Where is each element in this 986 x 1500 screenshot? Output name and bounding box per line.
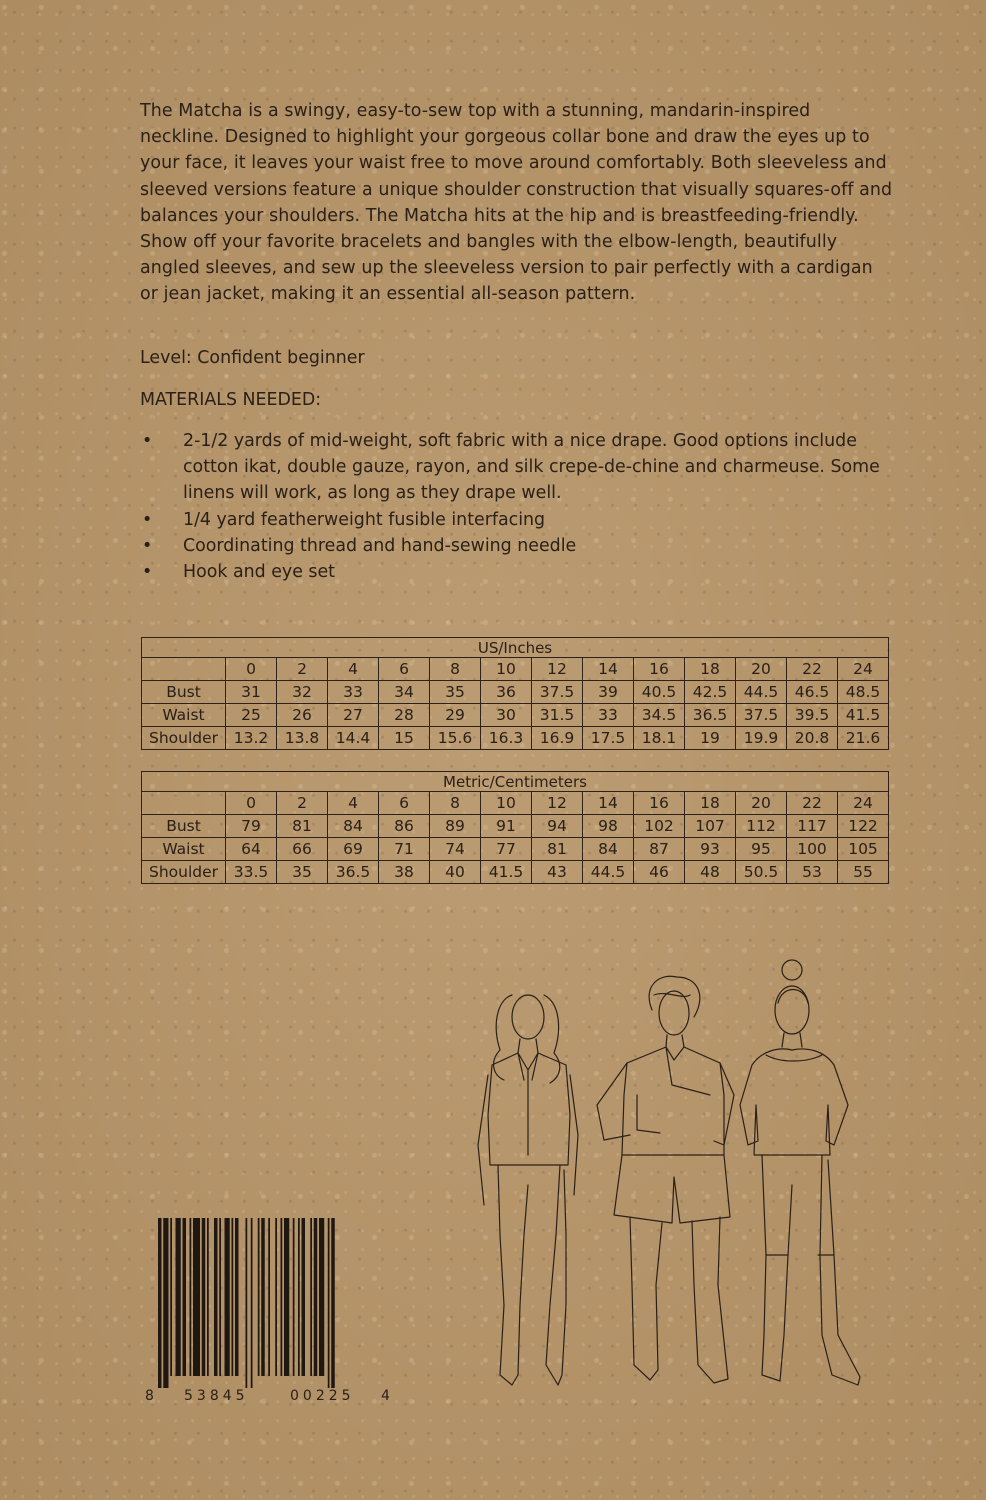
size-header-cell: 8 bbox=[430, 658, 481, 681]
measurement-cell: 13.8 bbox=[277, 727, 328, 750]
row-label: Waist bbox=[142, 704, 226, 727]
measurement-cell: 35 bbox=[430, 681, 481, 704]
materials-item: • 1/4 yard featherweight fusible interfacing bbox=[140, 507, 880, 533]
measurement-cell: 27 bbox=[328, 704, 379, 727]
measurement-cell: 36.5 bbox=[328, 861, 379, 884]
size-header-cell: 12 bbox=[532, 792, 583, 815]
measurement-cell: 66 bbox=[277, 838, 328, 861]
measurement-cell: 28 bbox=[379, 704, 430, 727]
measurement-cell: 31 bbox=[226, 681, 277, 704]
measurement-cell: 94 bbox=[532, 815, 583, 838]
measurement-cell: 48.5 bbox=[838, 681, 889, 704]
size-header-cell: 22 bbox=[787, 658, 838, 681]
table-header-row bbox=[142, 792, 889, 815]
size-header-cell: 24 bbox=[838, 792, 889, 815]
table-row bbox=[142, 815, 889, 838]
materials-list bbox=[140, 428, 880, 585]
product-description: The Matcha is a swingy, easy-to-sew top with a stunning, mandarin-inspired neckline. Designed to highlight your gorgeous collar bone and draw the eyes up to your face, it leaves your waist free to move around comfortably. Both sleeveless and sleeved versions feature a unique shoulder construction that visually squares-off and balances your shoulders. The Matcha hits at the hip and is breastfeeding-friendly. Show off your favorite bracelets and bangles with the elbow-length, beautifully angled sleeves, and sew up the sleeveless version to pair perfectly with a cardigan or jean jacket, making it an essential all-season pattern. bbox=[140, 101, 893, 305]
measurement-cell: 105 bbox=[838, 838, 889, 861]
table-header-row bbox=[142, 658, 889, 681]
measurement-cell: 102 bbox=[634, 815, 685, 838]
measurement-cell: 30 bbox=[481, 704, 532, 727]
barcode-bar bbox=[268, 1218, 270, 1376]
size-header-cell: 0 bbox=[226, 792, 277, 815]
barcode-bar bbox=[246, 1218, 248, 1388]
measurement-cell: 64 bbox=[226, 838, 277, 861]
size-header-cell: 0 bbox=[226, 658, 277, 681]
fashion-illustration-three-figures bbox=[462, 955, 882, 1405]
barcode-right-digits: 00225 bbox=[290, 1388, 355, 1404]
measurement-cell: 50.5 bbox=[736, 861, 787, 884]
measurement-cell: 39 bbox=[583, 681, 634, 704]
size-header-cell: 20 bbox=[736, 658, 787, 681]
materials-item: • Hook and eye set bbox=[140, 559, 880, 585]
barcode-bar bbox=[258, 1218, 260, 1376]
measurement-cell: 36.5 bbox=[685, 704, 736, 727]
table-row bbox=[142, 861, 889, 884]
measurement-cell: 20.8 bbox=[787, 727, 838, 750]
measurement-cell: 37.5 bbox=[532, 681, 583, 704]
table-row bbox=[142, 704, 889, 727]
table-row bbox=[142, 681, 889, 704]
barcode-bar bbox=[281, 1218, 283, 1376]
measurement-cell: 43 bbox=[532, 861, 583, 884]
barcode-bar bbox=[251, 1218, 253, 1388]
row-label: Shoulder bbox=[142, 727, 226, 750]
size-header-cell: 24 bbox=[838, 658, 889, 681]
row-label: Bust bbox=[142, 815, 226, 838]
measurement-cell: 84 bbox=[328, 815, 379, 838]
barcode-bar bbox=[310, 1218, 312, 1376]
measurement-cell: 95 bbox=[736, 838, 787, 861]
materials-heading: MATERIALS NEEDED: bbox=[140, 390, 322, 410]
barcode-last-digit: 4 bbox=[381, 1388, 390, 1404]
measurement-cell: 117 bbox=[787, 815, 838, 838]
row-label: Bust bbox=[142, 681, 226, 704]
measurement-cell: 40 bbox=[430, 861, 481, 884]
size-chart-us bbox=[141, 637, 889, 750]
table-caption: Metric/Centimeters bbox=[142, 772, 889, 792]
size-header-cell: 10 bbox=[481, 792, 532, 815]
barcode-bar bbox=[183, 1218, 187, 1376]
measurement-cell: 74 bbox=[430, 838, 481, 861]
measurement-cell: 81 bbox=[532, 838, 583, 861]
measurement-cell: 17.5 bbox=[583, 727, 634, 750]
measurement-cell: 53 bbox=[787, 861, 838, 884]
size-header-cell: 4 bbox=[328, 658, 379, 681]
table-row bbox=[142, 838, 889, 861]
barcode-bar bbox=[214, 1218, 218, 1376]
barcode-bar bbox=[302, 1218, 306, 1376]
table-corner-cell bbox=[142, 792, 226, 815]
size-header-cell: 12 bbox=[532, 658, 583, 681]
figure-sleeved-back bbox=[740, 960, 860, 1385]
size-chart-metric bbox=[141, 771, 889, 884]
measurement-cell: 87 bbox=[634, 838, 685, 861]
measurement-cell: 40.5 bbox=[634, 681, 685, 704]
measurement-cell: 42.5 bbox=[685, 681, 736, 704]
measurement-cell: 34 bbox=[379, 681, 430, 704]
measurement-cell: 33.5 bbox=[226, 861, 277, 884]
figure-sleeveless-front bbox=[478, 995, 578, 1385]
measurement-cell: 16.3 bbox=[481, 727, 532, 750]
barcode-bar bbox=[275, 1218, 277, 1376]
measurement-cell: 26 bbox=[277, 704, 328, 727]
measurement-cell: 38 bbox=[379, 861, 430, 884]
measurement-cell: 122 bbox=[838, 815, 889, 838]
barcode-bar bbox=[284, 1218, 289, 1376]
measurement-cell: 89 bbox=[430, 815, 481, 838]
measurement-cell: 112 bbox=[736, 815, 787, 838]
barcode-bar bbox=[193, 1218, 200, 1376]
barcode-bar bbox=[319, 1218, 324, 1376]
measurement-cell: 32 bbox=[277, 681, 328, 704]
measurement-cell: 55 bbox=[838, 861, 889, 884]
measurement-cell: 18.1 bbox=[634, 727, 685, 750]
size-header-cell: 16 bbox=[634, 658, 685, 681]
measurement-cell: 69 bbox=[328, 838, 379, 861]
barcode-bar bbox=[170, 1218, 172, 1376]
measurement-cell: 14.4 bbox=[328, 727, 379, 750]
materials-item: • Coordinating thread and hand-sewing needle bbox=[140, 533, 880, 559]
barcode-first-digit: 8 bbox=[145, 1388, 154, 1404]
measurement-cell: 44.5 bbox=[583, 861, 634, 884]
size-header-cell: 16 bbox=[634, 792, 685, 815]
measurement-cell: 15 bbox=[379, 727, 430, 750]
row-label: Waist bbox=[142, 838, 226, 861]
measurement-cell: 41.5 bbox=[481, 861, 532, 884]
size-header-cell: 20 bbox=[736, 792, 787, 815]
barcode-bar bbox=[225, 1218, 230, 1376]
size-header-cell: 14 bbox=[583, 658, 634, 681]
table-row bbox=[142, 727, 889, 750]
barcode-bar bbox=[219, 1218, 221, 1376]
measurement-cell: 81 bbox=[277, 815, 328, 838]
measurement-cell: 93 bbox=[685, 838, 736, 861]
figure-sleeved-front bbox=[597, 976, 734, 1383]
size-header-cell: 18 bbox=[685, 792, 736, 815]
measurement-cell: 33 bbox=[583, 704, 634, 727]
barcode-bar bbox=[176, 1218, 181, 1376]
measurement-cell: 98 bbox=[583, 815, 634, 838]
measurement-cell: 15.6 bbox=[430, 727, 481, 750]
barcode-bar bbox=[158, 1218, 162, 1388]
table-corner-cell bbox=[142, 658, 226, 681]
measurement-cell: 33 bbox=[328, 681, 379, 704]
barcode-graphic bbox=[158, 1218, 376, 1388]
measurement-cell: 46 bbox=[634, 861, 685, 884]
size-header-cell: 2 bbox=[277, 658, 328, 681]
measurement-cell: 84 bbox=[583, 838, 634, 861]
measurement-cell: 100 bbox=[787, 838, 838, 861]
measurement-cell: 41.5 bbox=[838, 704, 889, 727]
measurement-cell: 48 bbox=[685, 861, 736, 884]
measurement-cell: 21.6 bbox=[838, 727, 889, 750]
measurement-cell: 86 bbox=[379, 815, 430, 838]
barcode-bar bbox=[190, 1218, 192, 1376]
barcode-bar bbox=[232, 1218, 234, 1376]
measurement-cell: 37.5 bbox=[736, 704, 787, 727]
measurement-cell: 71 bbox=[379, 838, 430, 861]
measurement-cell: 25 bbox=[226, 704, 277, 727]
skill-level: Level: Confident beginner bbox=[140, 348, 365, 368]
materials-item: • 2-1/2 yards of mid-weight, soft fabric with a nice drape. Good options include cotton ikat, double gauze, rayon, and silk crepe-de-chine and charmeuse. Some linens will work, as long as they drape well. bbox=[140, 428, 880, 507]
measurement-cell: 13.2 bbox=[226, 727, 277, 750]
size-header-cell: 6 bbox=[379, 792, 430, 815]
measurement-cell: 36 bbox=[481, 681, 532, 704]
size-header-cell: 10 bbox=[481, 658, 532, 681]
measurement-cell: 91 bbox=[481, 815, 532, 838]
measurement-cell: 77 bbox=[481, 838, 532, 861]
measurement-cell: 44.5 bbox=[736, 681, 787, 704]
measurement-cell: 31.5 bbox=[532, 704, 583, 727]
barcode-bar bbox=[328, 1218, 330, 1388]
measurement-cell: 16.9 bbox=[532, 727, 583, 750]
table-caption: US/Inches bbox=[142, 638, 889, 658]
barcode-left-digits: 53845 bbox=[184, 1388, 249, 1404]
measurement-cell: 107 bbox=[685, 815, 736, 838]
measurement-cell: 35 bbox=[277, 861, 328, 884]
size-header-cell: 22 bbox=[787, 792, 838, 815]
size-header-cell: 18 bbox=[685, 658, 736, 681]
size-header-cell: 2 bbox=[277, 792, 328, 815]
barcode-bar bbox=[235, 1218, 239, 1376]
barcode-bar bbox=[331, 1218, 335, 1388]
barcode-bar bbox=[261, 1218, 265, 1376]
size-header-cell: 14 bbox=[583, 792, 634, 815]
row-label: Shoulder bbox=[142, 861, 226, 884]
barcode-bar bbox=[202, 1218, 206, 1376]
description-block bbox=[140, 98, 895, 308]
measurement-cell: 39.5 bbox=[787, 704, 838, 727]
size-header-cell: 8 bbox=[430, 792, 481, 815]
measurement-cell: 19.9 bbox=[736, 727, 787, 750]
measurement-cell: 46.5 bbox=[787, 681, 838, 704]
measurement-cell: 34.5 bbox=[634, 704, 685, 727]
barcode-bar bbox=[314, 1218, 318, 1376]
barcode-bar bbox=[207, 1218, 209, 1376]
barcode-bar bbox=[163, 1218, 168, 1388]
barcode-bar bbox=[293, 1218, 295, 1376]
measurement-cell: 79 bbox=[226, 815, 277, 838]
size-header-cell: 4 bbox=[328, 792, 379, 815]
barcode-bar bbox=[298, 1218, 300, 1376]
measurement-cell: 29 bbox=[430, 704, 481, 727]
size-header-cell: 6 bbox=[379, 658, 430, 681]
measurement-cell: 19 bbox=[685, 727, 736, 750]
